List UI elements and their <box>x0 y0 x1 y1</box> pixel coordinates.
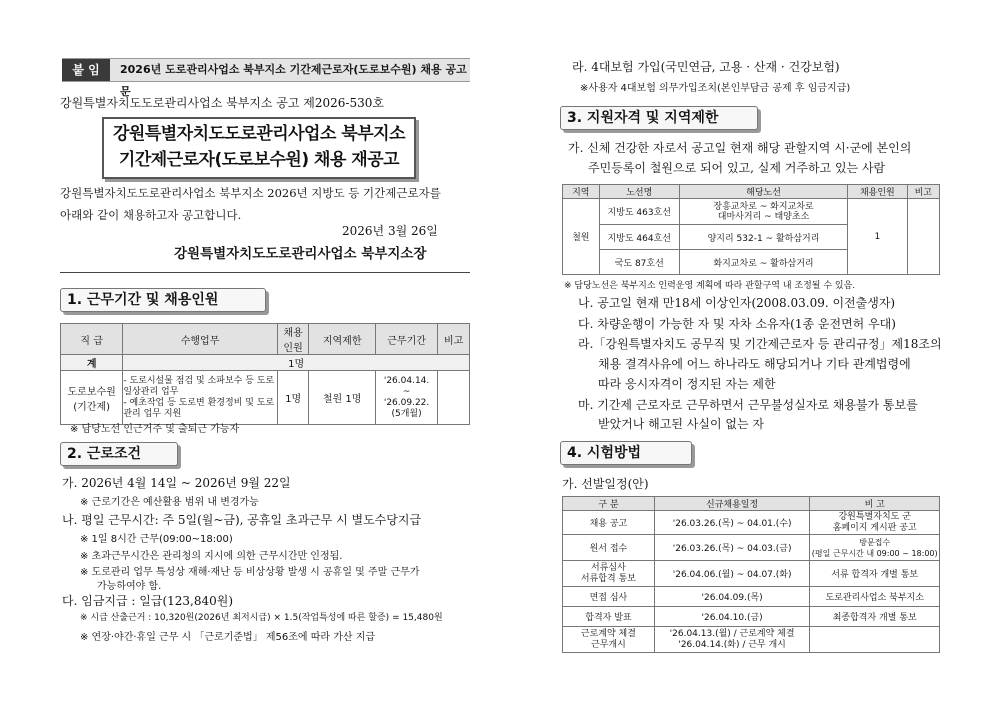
qual-ra-line2: 채용 결격사유에 어느 하나라도 해당되거나 기타 관계법령에 <box>598 357 911 371</box>
notice-title-line1: 강원특별자치도도로관리사업소 북부지소 <box>112 124 405 144</box>
cell-item: 서류심사 서류합격 통보 <box>563 561 655 587</box>
qual-da: 다. 차량운행이 가능한 자 및 자차 소유자(1종 운전면허 우대) <box>578 317 896 331</box>
qual-ga-line2: 주민등록이 철원으로 되어 있고, 실제 거주하고 있는 사람 <box>588 161 886 175</box>
attachment-header-band <box>62 58 470 98</box>
table1-note: ※ 담당노선 인근거주 및 출퇴근 가능자 <box>70 424 240 435</box>
intro-line2: 아래와 같이 채용하고자 공고합니다. <box>60 208 242 222</box>
intro-line1: 강원특별자치도도로관리사업소 북부지소 2026년 지방도 등 기간제근로자를 <box>60 186 441 200</box>
cell-count: 1 <box>848 199 908 275</box>
cond-da-note2: ※ 연장·야간·휴일 근무 시 「근로기준법」 제56조에 따라 가산 지급 <box>80 632 376 643</box>
intro-paragraph <box>60 182 460 226</box>
total-label: 계 <box>61 355 123 371</box>
attachment-title: 2026년 도로관리사업소 북부지소 기간제근로자(도로보수원) 채용 공고문 <box>120 63 467 98</box>
notice-issuer: 강원특별자치도도로관리사업소 북부지소장 <box>174 246 427 262</box>
cell-note: 도로관리사업소 북부지소 <box>810 587 940 607</box>
col-header: 근무기간 <box>375 324 437 355</box>
col-header: 비고 <box>907 185 939 199</box>
notice-title-line2: 기간제근로자(도로보수원) 채용 재공고 <box>118 150 400 170</box>
col-header: 비 고 <box>810 497 940 511</box>
cell-section: 장흥교차로 ~ 화지교차로 대마사거리 ~ 태양초소 <box>679 199 847 225</box>
qual-na: 나. 공고일 현재 만18세 이상인자(2008.03.09. 이전출생자) <box>578 296 896 310</box>
exam-ga: 가. 선발일정(안) <box>562 477 649 491</box>
qual-ra-line1: 라.「강원특별자치도 공무직 및 기간제근로자 등 관리규정」제18조의 <box>578 337 942 351</box>
col-header: 지역 <box>563 185 600 199</box>
cell-route: 지방도 463호선 <box>599 199 679 225</box>
cond-na-note2: ※ 초과근무시간은 관리청의 지시에 의한 근무시간만 인정됨. <box>80 551 343 562</box>
col-header: 채용 인원 <box>277 324 309 355</box>
cell-region: 철원 1명 <box>309 371 375 425</box>
recruit-table <box>60 323 470 425</box>
cond-na: 나. 평일 근무시간: 주 5일(월~금), 공휴일 초과근무 시 별도수당지급 <box>62 513 422 527</box>
cell-count: 1명 <box>277 371 309 425</box>
cell-schedule: '26.03.26.(목) ~ 04.03.(금) <box>654 535 810 561</box>
cell-item: 채용 공고 <box>563 511 655 535</box>
qual-ga-line1: 가. 신체 건강한 자로서 공고일 현재 해당 관할지역 시·군에 본인의 <box>568 141 912 155</box>
cond-na-note1: ※ 1일 8시간 근무(09:00~18:00) <box>80 534 233 545</box>
section-4-heading: 4. 시험방법 <box>560 441 692 465</box>
cell-note: 강원특별자치도 군 홈페이지 게시판 공고 <box>810 511 940 535</box>
col-header: 구 분 <box>563 497 655 511</box>
cell-note: 방문접수 (평일 근무시간 내 09:00 ~ 18:00) <box>810 535 940 561</box>
region-table <box>562 184 940 275</box>
cell-duty: - 도로시설물 점검 및 소파보수 등 도로 일상관리 업무 - 예초작업 등 도로변 환경정비 및 도로 관리 업무 지원 <box>123 371 277 425</box>
divider <box>60 272 470 273</box>
section-2-heading: 2. 근로조건 <box>60 442 178 466</box>
cond-ra-note: ※사용자 4대보험 의무가입조치(본인부담금 공제 후 임금지급) <box>580 83 851 94</box>
cell-region: 철원 <box>563 199 600 275</box>
qual-ra-line3: 따라 응시자격이 정지된 자는 제한 <box>598 377 776 391</box>
cond-ra: 라. 4대보험 가입(국민연금, 고용 · 산재 · 건강보험) <box>572 60 840 74</box>
col-header: 지역제한 <box>309 324 375 355</box>
qual-ma-line2: 받았거나 해고된 사실이 없는 자 <box>598 417 764 431</box>
cell-route: 지방도 464호선 <box>599 225 679 250</box>
cell-item: 면접 심사 <box>563 587 655 607</box>
cond-da: 다. 임금지급 : 일급(123,840원) <box>62 594 234 608</box>
cell-note: 서류 합격자 개별 통보 <box>810 561 940 587</box>
cond-ga: 가. 2026년 4월 14일 ~ 2026년 9월 22일 <box>62 476 291 490</box>
notice-title-box <box>102 117 416 179</box>
qual-ma-line1: 마. 기간제 근로자로 근무하면서 근무불성실자로 채용불가 통보를 <box>578 398 918 412</box>
cell-item: 원서 접수 <box>563 535 655 561</box>
col-header: 채용인원 <box>848 185 908 199</box>
table2-note: ※ 담당노선은 북부지소 인력운영 계획에 따라 관할구역 내 조정될 수 있음. <box>564 281 856 291</box>
schedule-table <box>562 496 940 653</box>
attachment-tag: 붙 임 <box>62 59 110 81</box>
cell-schedule: '26.04.09.(목) <box>654 587 810 607</box>
col-header: 직 급 <box>61 324 123 355</box>
cond-na-note3a: ※ 도로관리 업무 특성상 재해·재난 등 비상상황 발생 시 공휴일 및 주말 근무가 <box>80 567 420 578</box>
cond-da-note1: ※ 시급 산출근거 : 10,320원(2026년 최저시급) × 1.5(작업특성에 따른 할증) = 15,480원 <box>80 613 443 623</box>
notice-number: 강원특별자치도도로관리사업소 북부지소 공고 제2026-530호 <box>60 96 384 110</box>
cell-note <box>438 371 470 425</box>
col-header: 비고 <box>438 324 470 355</box>
cell-section: 양지리 532-1 ~ 활하삼거리 <box>679 225 847 250</box>
cell-item: 합격자 발표 <box>563 607 655 627</box>
cell-schedule: '26.03.26.(목) ~ 04.01.(수) <box>654 511 810 535</box>
cell-schedule: '26.04.10.(금) <box>654 607 810 627</box>
cell-section: 화지교차로 ~ 활하삼거리 <box>679 250 847 275</box>
cond-na-note3b: 가능하여야 함. <box>97 581 162 592</box>
cell-note <box>907 199 939 275</box>
col-header: 수행업무 <box>123 324 277 355</box>
total-value: 1명 <box>123 355 470 371</box>
col-header: 노선명 <box>599 185 679 199</box>
cond-ga-note: ※ 근로기간은 예산활용 범위 내 변경가능 <box>80 497 259 508</box>
section-1-heading: 1. 근무기간 및 채용인원 <box>60 288 266 312</box>
cell-period: '26.04.14. ~ '26.09.22. (5개월) <box>375 371 437 425</box>
cell-schedule: '26.04.06.(월) ~ 04.07.(화) <box>654 561 810 587</box>
cell-route: 국도 87호선 <box>599 250 679 275</box>
cell-note <box>810 627 940 653</box>
cell-grade: 도로보수원 (기간제) <box>61 371 123 425</box>
section-3-heading: 3. 지원자격 및 지역제한 <box>560 106 758 130</box>
col-header: 신규채용일정 <box>654 497 810 511</box>
col-header: 해당노선 <box>679 185 847 199</box>
cell-schedule: '26.04.13.(월) / 근로계약 체결 '26.04.14.(화) / 근무 개시 <box>654 627 810 653</box>
notice-date: 2026년 3월 26일 <box>342 224 438 238</box>
cell-note: 최종합격자 개별 통보 <box>810 607 940 627</box>
cell-item: 근로계약 체결 근무개시 <box>563 627 655 653</box>
